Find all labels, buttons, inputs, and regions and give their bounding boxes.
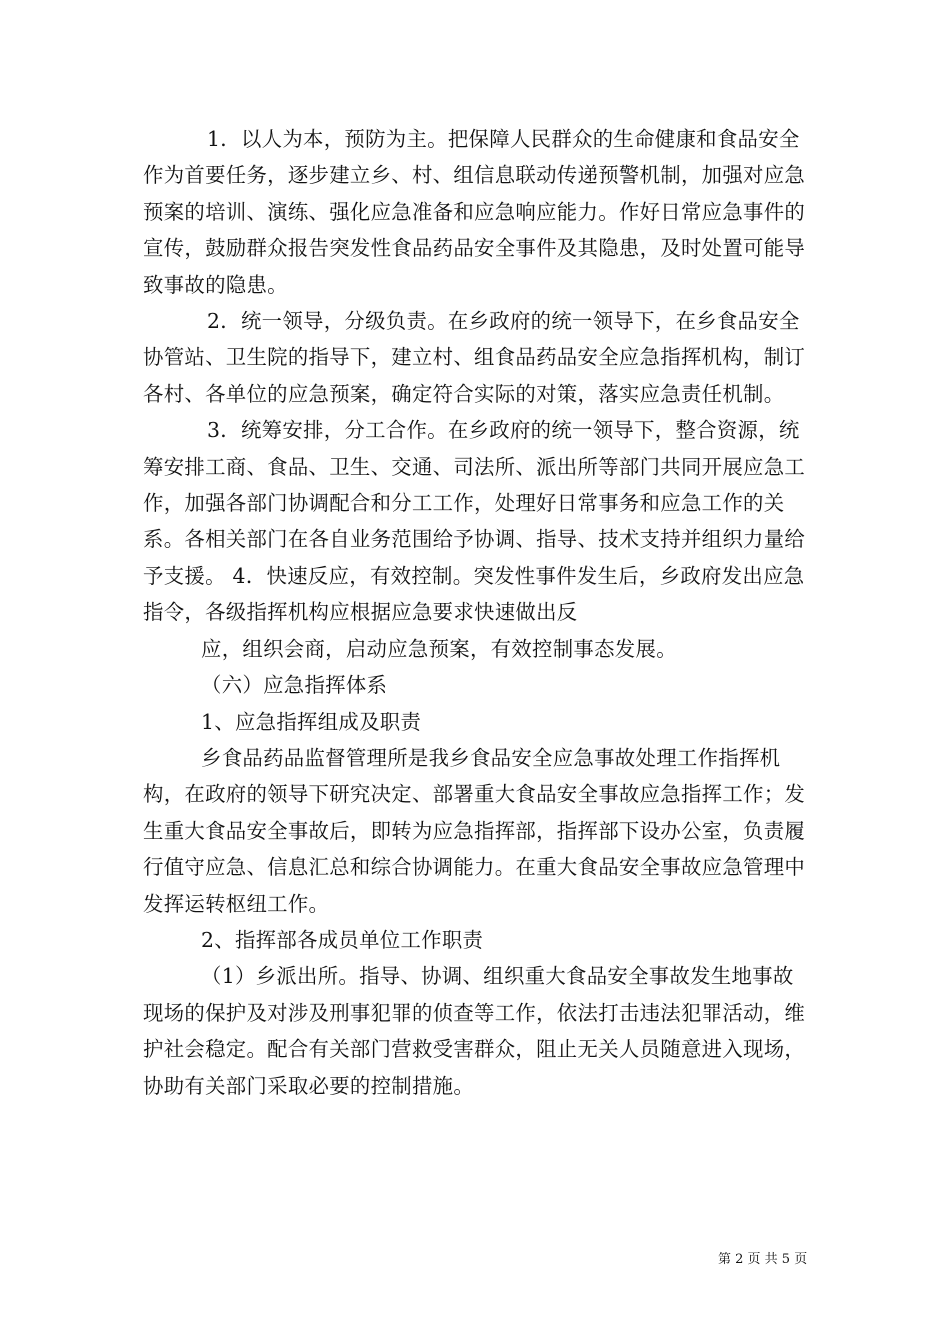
paragraph-command-agency: 乡食品药品监督管理所是我乡食品安全应急事故处理工作指挥机构，在政府的领导下研究决定、部署重大食品安全事故应急指挥工作；发生重大食品安全事故后，即转为应急指挥部，指挥部下设办公室，负责履行值守应急、信息汇总和综合协调能力。在重大食品安全事故应急管理中发挥运转枢纽工作。 bbox=[143, 745, 806, 916]
paragraph-continuation: 应，组织会商，启动应急预案，有效控制事态发展。 bbox=[201, 636, 677, 661]
subheading-member-duties: 2、指挥部各成员单位工作职责 bbox=[201, 927, 484, 952]
paragraph-police-station: （1）乡派出所。指导、协调、组织重大食品安全事故发生地事故现场的保护及对涉及刑事犯罪的侦查等工作，依法打击违法犯罪活动，维护社会稳定。配合有关部门营救受害群众，阻止无关人员随意进入现场，协助有关部门采取必要的控制措施。 bbox=[143, 964, 806, 1098]
paragraph-principle-2: 2．统一领导，分级负责。在乡政府的统一领导下，在乡食品安全协管站、卫生院的指导下，建立村、组食品药品安全应急指挥机构，制订各村、各单位的应急预案，确定符合实际的对策，落实应急责任机制。 bbox=[143, 309, 806, 406]
paragraph-principle-3-4: 3．统筹安排，分工合作。在乡政府的统一领导下，整合资源，统筹安排工商、食品、卫生、交通、司法所、派出所等部门共同开展应急工作，加强各部门协调配合和分工工作，处理好日常事务和应急工作的关系。各相关部门在各自业务范围给予协调、指导、技术支持并组织力量给予支援。 4．快速反应，有效控制。突发性事件发生后，乡政府发出应急指令，各级指挥机构应根据应急要求快速做出反 bbox=[143, 418, 806, 625]
document-body bbox=[143, 121, 813, 1104]
paragraph-principle-1: 1．以人为本，预防为主。把保障人民群众的生命健康和食品安全作为首要任务，逐步建立乡、村、组信息联动传递预警机制，加强对应急预案的培训、演练、强化应急准备和应急响应能力。作好日常应急事件的宣传，鼓励群众报告突发性食品药品安全事件及其隐患，及时处置可能导致事故的隐患。 bbox=[143, 127, 806, 297]
subheading-composition-duties: 1、应急指挥组成及职责 bbox=[201, 709, 422, 734]
section-heading-command-system: （六）应急指挥体系 bbox=[201, 673, 388, 698]
page-number-footer: 第 2 页 共 5 页 bbox=[718, 1252, 808, 1267]
